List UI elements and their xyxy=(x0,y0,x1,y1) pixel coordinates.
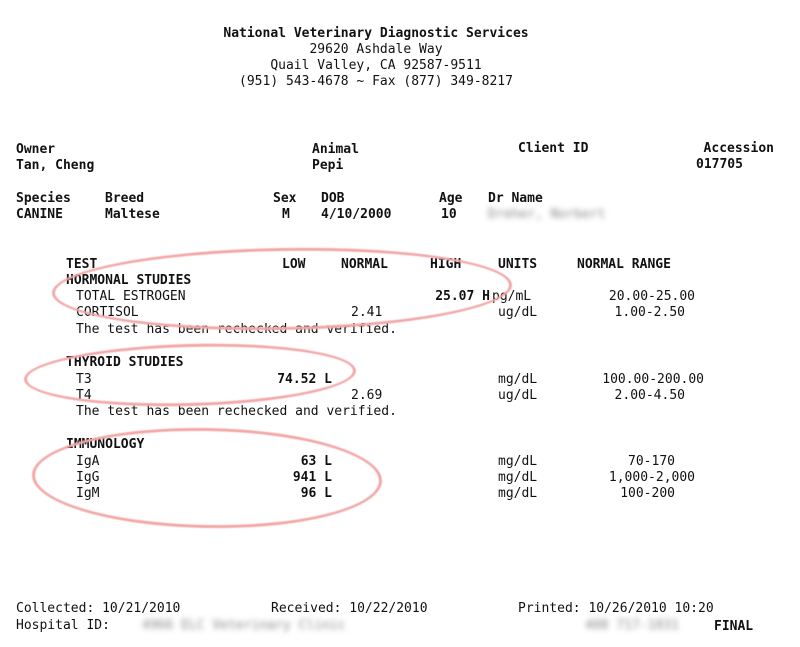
animal-value: Pepi xyxy=(312,158,344,173)
lab-address-line1: 29620 Ashdale Way xyxy=(309,42,443,57)
normal-range-value: 1.00-2.50 xyxy=(614,305,685,320)
age-label: Age xyxy=(439,191,463,206)
received-date: Received: 10/22/2010 xyxy=(271,601,428,616)
hospital-id-label: Hospital ID: xyxy=(16,618,110,633)
low-value: 941 L xyxy=(292,470,332,485)
highlight-ellipse-immunology xyxy=(31,425,383,531)
highlight-ellipse-hormonal xyxy=(51,244,512,334)
normal-value: 2.41 xyxy=(351,305,383,320)
section-note: The test has been rechecked and verified. xyxy=(76,404,397,419)
report-status: FINAL xyxy=(714,619,754,634)
dob-value: 4/10/2000 xyxy=(321,207,392,222)
normal-range-value: 100.00-200.00 xyxy=(602,372,704,387)
printed-date: Printed: 10/26/2010 10:20 xyxy=(518,601,714,616)
dob-label: DOB xyxy=(321,191,345,206)
normal-range-value: 100-200 xyxy=(620,486,675,501)
accession-label: Accession xyxy=(703,141,774,156)
normal-value: 2.69 xyxy=(351,388,383,403)
col-header-normal-range: NORMAL RANGE xyxy=(577,257,671,272)
breed-label: Breed xyxy=(105,191,145,206)
client-id-label: Client ID xyxy=(518,141,589,156)
high-value: 25.07 H xyxy=(435,289,490,304)
highlight-ellipse-thyroid xyxy=(23,340,357,411)
col-header-test: TEST xyxy=(66,257,98,272)
section-title-immunology: IMMUNOLOGY xyxy=(66,437,145,452)
age-value: 10 xyxy=(441,207,457,222)
test-name: IgA xyxy=(76,454,100,469)
test-name: CORTISOL xyxy=(76,305,139,320)
normal-range-value: 70-170 xyxy=(628,454,675,469)
collected-date: Collected: 10/21/2010 xyxy=(16,601,181,616)
test-name: IgG xyxy=(76,470,100,485)
low-value: 74.52 L xyxy=(277,372,332,387)
normal-range-value: 2.00-4.50 xyxy=(614,388,685,403)
dr-name-value: Dreher, Norbert xyxy=(488,207,606,222)
section-title-hormonal: HORMONAL STUDIES xyxy=(66,273,192,288)
test-name: IgM xyxy=(76,486,100,501)
species-value: CANINE xyxy=(16,207,63,222)
units-value: mg/dL xyxy=(498,470,538,485)
units-value: ug/dL xyxy=(498,388,538,403)
col-header-units: UNITS xyxy=(498,257,538,272)
sex-label: Sex xyxy=(273,191,297,206)
low-value: 96 L xyxy=(300,486,332,501)
owner-label: Owner xyxy=(16,142,56,157)
section-note: The test has been rechecked and verified. xyxy=(76,322,397,337)
test-name: T3 xyxy=(76,372,92,387)
units-value: mg/dL xyxy=(498,454,538,469)
breed-value: Maltese xyxy=(105,207,160,222)
hospital-phone: 408 717-1831 xyxy=(585,618,679,633)
test-name: TOTAL ESTROGEN xyxy=(76,289,186,304)
normal-range-value: 1,000-2,000 xyxy=(608,470,695,485)
col-header-low: LOW xyxy=(282,257,306,272)
animal-label: Animal xyxy=(312,142,359,157)
normal-range-value: 20.00-25.00 xyxy=(608,289,695,304)
low-value: 63 L xyxy=(300,454,332,469)
units-value: ug/dL xyxy=(498,305,538,320)
test-name: T4 xyxy=(76,388,92,403)
units-value: pg/mL xyxy=(492,289,532,304)
hospital-name: 4966 ELC Veterinary Clinic xyxy=(142,618,346,633)
dr-name-label: Dr Name xyxy=(488,191,543,206)
units-value: mg/dL xyxy=(498,372,538,387)
accession-value: 017705 xyxy=(696,157,743,172)
section-title-thyroid: THYROID STUDIES xyxy=(66,355,184,370)
lab-phone: (951) 543-4678 ~ Fax (877) 349-8217 xyxy=(239,74,513,89)
owner-value: Tan, Cheng xyxy=(16,158,95,173)
sex-value: M xyxy=(282,207,290,222)
col-header-high: HIGH xyxy=(430,257,462,272)
col-header-normal: NORMAL xyxy=(341,257,388,272)
lab-address-line2: Quail Valley, CA 92587-9511 xyxy=(270,58,482,73)
units-value: mg/dL xyxy=(498,486,538,501)
species-label: Species xyxy=(16,191,71,206)
lab-name: National Veterinary Diagnostic Services xyxy=(223,26,529,41)
